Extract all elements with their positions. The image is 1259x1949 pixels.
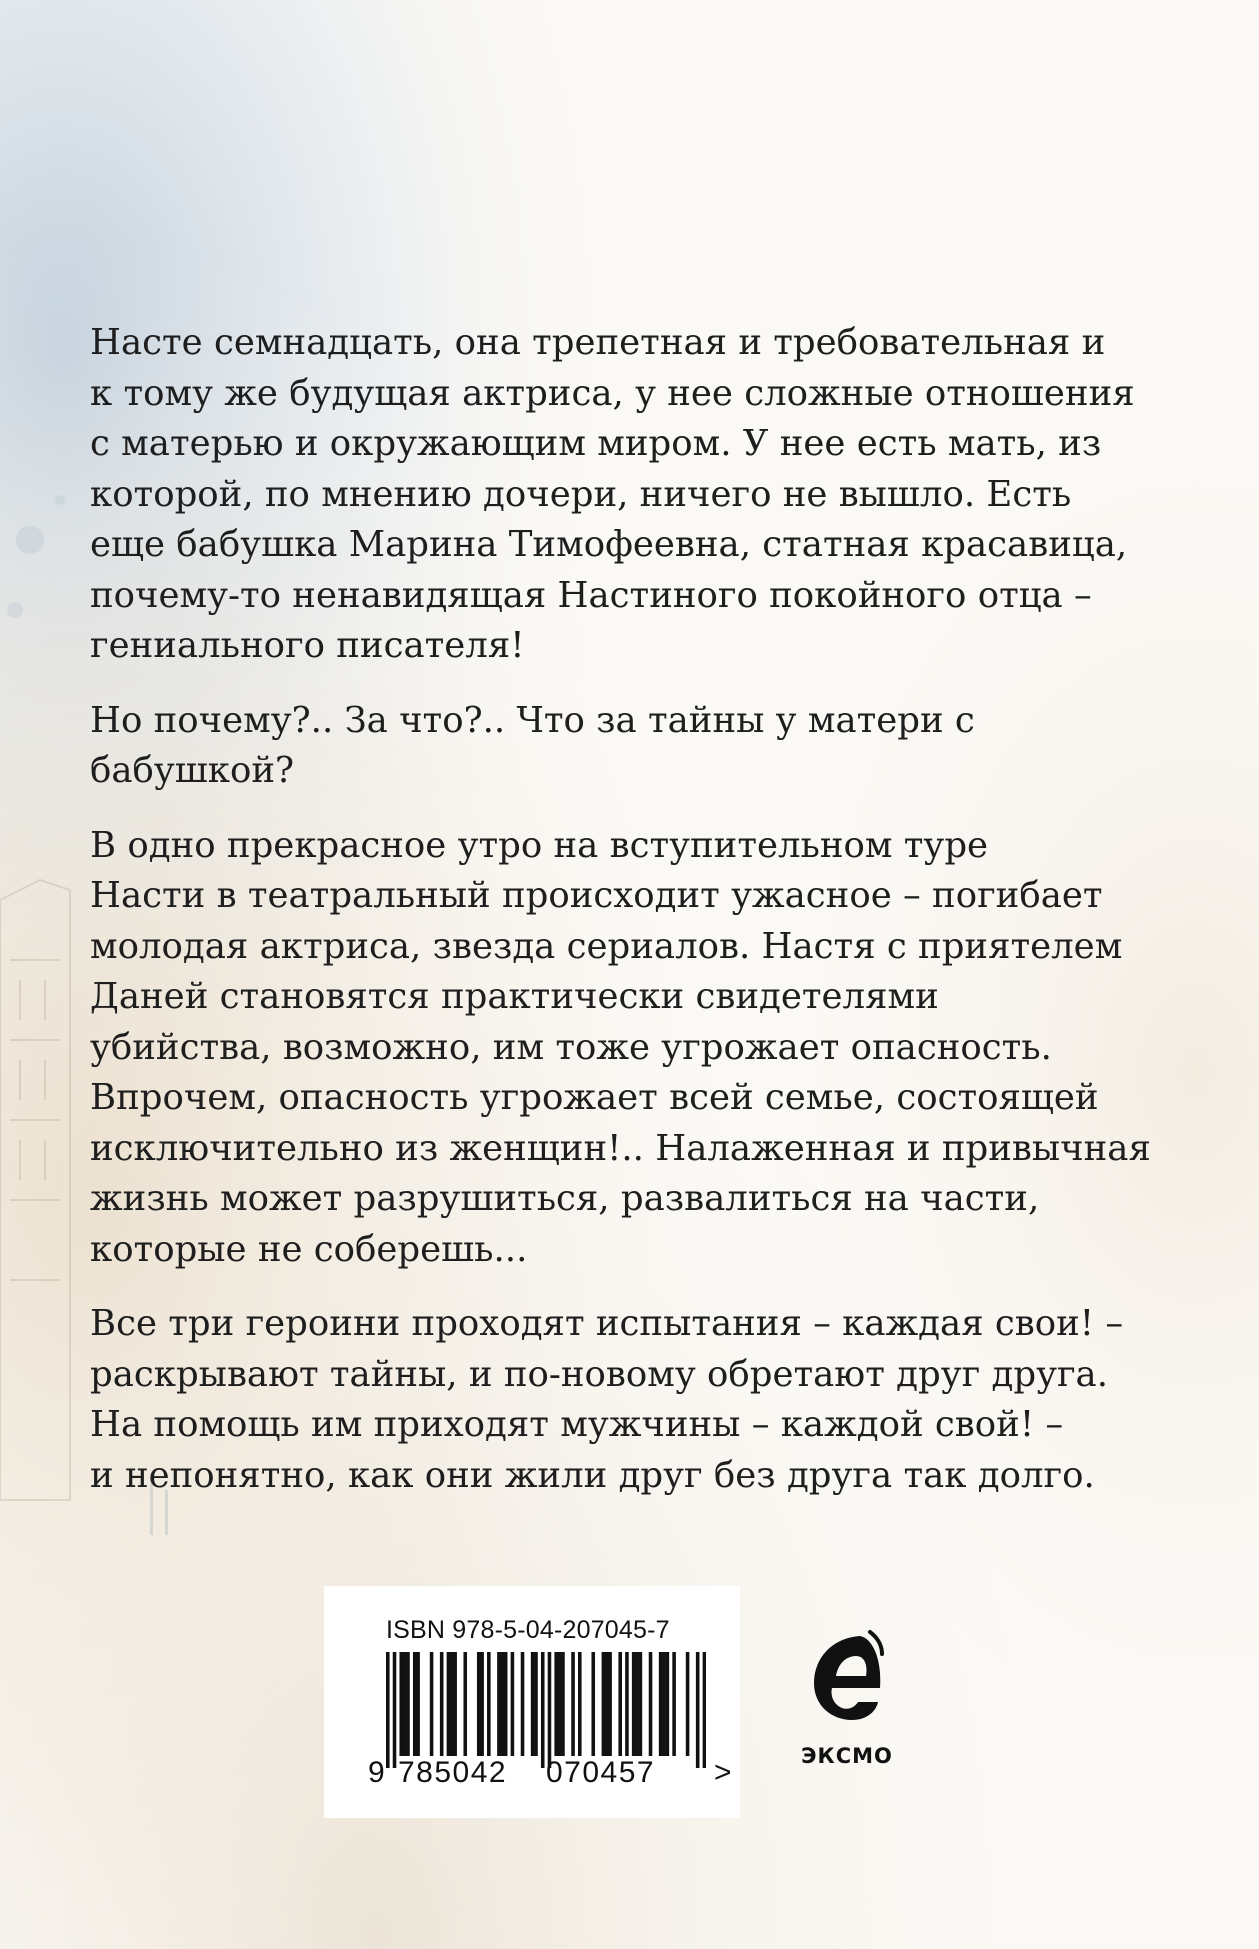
barcode-bar [605,1652,609,1756]
barcode-bar [602,1652,606,1756]
barcode-bar [477,1652,481,1756]
publisher-name: ЭКСМО [801,1744,893,1768]
ean-digit-group-1: 785042 [398,1756,508,1789]
barcode-bar [497,1652,501,1756]
barcode-bar [618,1652,622,1756]
barcode-bar [504,1652,508,1756]
isbn-label: ISBN 978-5-04-207045-7 [386,1616,670,1644]
blurb-paragraph-2: Но почему?.. За что?.. Что за тайны у матери с бабушкой? [90,699,975,791]
barcode-bar [632,1652,636,1756]
barcode-bar [608,1652,612,1756]
barcode-bar [521,1652,525,1756]
barcode-bar [686,1652,690,1756]
barcode-bar [416,1652,420,1756]
barcode-bar [501,1652,505,1756]
ean-digit-first: 9 [368,1756,387,1789]
barcode-bar [578,1652,582,1756]
barcode-bar [480,1652,484,1756]
barcode-bar [450,1652,454,1756]
barcode-bar [649,1652,653,1756]
barcode-bar [447,1652,451,1756]
barcode-bar [561,1652,565,1756]
barcode-bar [672,1652,676,1756]
ean-digit-group-2: 070457 [546,1756,656,1789]
barcode-bar [463,1652,467,1756]
barcode-bar [591,1652,595,1756]
barcode-bar [487,1652,491,1756]
barcode-bar [558,1652,562,1756]
barcode-bar [413,1652,417,1756]
barcode-bar [453,1652,457,1756]
barcode-bar [440,1652,444,1756]
barcode-bar [534,1652,538,1756]
barcode-bar [639,1652,643,1756]
barcode-bar [406,1652,410,1756]
barcode-bar [659,1652,663,1756]
barcode-bar [548,1652,552,1768]
blurb-paragraph-3: В одно прекрасное утро на вступительном туре Насти в театральный происходит ужасное – погибает молодая актриса, звезда сериалов. Настя с приятелем Даней становятся практически свидетелями убийства, возможно, им тоже угрожает опасность. Впрочем, опасность угрожает всей семье, состоящей исключительно из женщин!.. Налаженная и привычная жизнь может разрушиться, развалиться на части, которые не соберешь... [90,824,1151,1270]
barcode-bar [666,1652,670,1756]
barcode-bar [696,1652,700,1768]
barcode-bar [571,1652,575,1756]
barcode-bar [399,1652,403,1756]
barcode-bar [403,1652,407,1756]
blurb-text [90,318,1180,1525]
ean-arrow: > [714,1756,734,1789]
barcode-bar [625,1652,629,1756]
barcode-bar [531,1652,535,1756]
blurb-paragraph-4: Все три героини проходят испытания – каждая свои! – раскрывают тайны, и по-новому обретают друг друга. На помощь им приходят мужчины – каждой свой! – и непонятно, как они жили друг без друга так долго. [90,1303,1124,1496]
barcode-panel [324,1586,740,1818]
barcode-bar [541,1652,545,1768]
barcode-bar [554,1652,558,1756]
barcode-bar [703,1652,706,1768]
barcode-icon [386,1652,706,1768]
barcode-bar [511,1652,515,1756]
barcode-bar [430,1652,434,1756]
blurb-paragraph-1: Насте семнадцать, она трепетная и требовательная и к тому же будущая актриса, у нее сложные отношения с матерью и окружающим миром. У нее есть мать, из которой, по мнению дочери, ничего не вышло. Есть еще бабушка Марина Тимофеевна, статная красавица, почему-то ненавидящая Настиного покойного отца – гениального писателя! [90,322,1135,666]
barcode-bar [635,1652,639,1756]
barcode-bar [662,1652,666,1756]
barcode-bar [393,1652,397,1768]
barcode-bar [386,1652,390,1768]
